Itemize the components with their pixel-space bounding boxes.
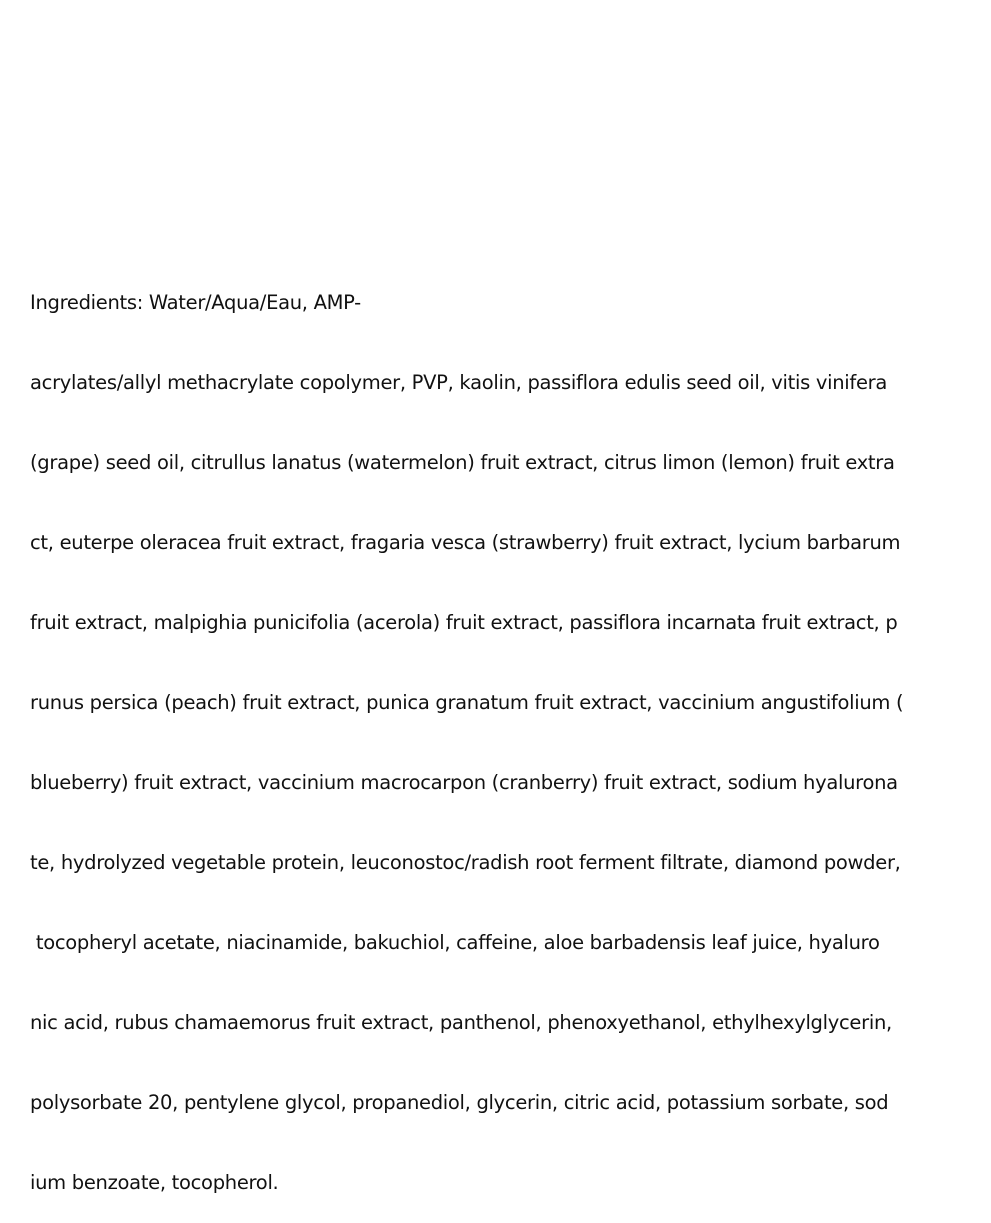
ingredients-line-11: polysorbate 20, pentylene glycol, propanediol, glycerin, citric acid, potassium sorbate, sod <box>30 1091 889 1114</box>
ingredients-line-6: runus persica (peach) fruit extract, punica granatum fruit extract, vaccinium angustifolium ( <box>30 691 904 714</box>
ingredients-line-7: blueberry) fruit extract, vaccinium macrocarpon (cranberry) fruit extract, sodium hyalurona <box>30 771 898 794</box>
ingredients-line-2: acrylates/allyl methacrylate copolymer, PVP, kaolin, passiflora edulis seed oil, vitis vinifera <box>30 371 888 394</box>
ingredients-text <box>30 240 980 1223</box>
ingredients-line-9: tocopheryl acetate, niacinamide, bakuchiol, caffeine, aloe barbadensis leaf juice, hyaluro <box>30 931 880 954</box>
ingredients-line-8: te, hydrolyzed vegetable protein, leuconostoc/radish root ferment filtrate, diamond powder, <box>30 851 901 874</box>
ingredients-line-5: fruit extract, malpighia punicifolia (acerola) fruit extract, passiflora incarnata fruit extract, p <box>30 611 898 634</box>
ingredients-line-4: ct, euterpe oleracea fruit extract, fragaria vesca (strawberry) fruit extract, lycium barbarum <box>30 531 901 554</box>
ingredients-line-10: nic acid, rubus chamaemorus fruit extract, panthenol, phenoxyethanol, ethylhexylglycerin, <box>30 1011 892 1034</box>
ingredients-line-12: ium benzoate, tocopherol. <box>30 1171 279 1194</box>
ingredients-line-3: (grape) seed oil, citrullus lanatus (watermelon) fruit extract, citrus limon (lemon) fruit extra <box>30 451 895 474</box>
ingredients-line-1: Ingredients: Water/Aqua/Eau, AMP- <box>30 291 361 314</box>
